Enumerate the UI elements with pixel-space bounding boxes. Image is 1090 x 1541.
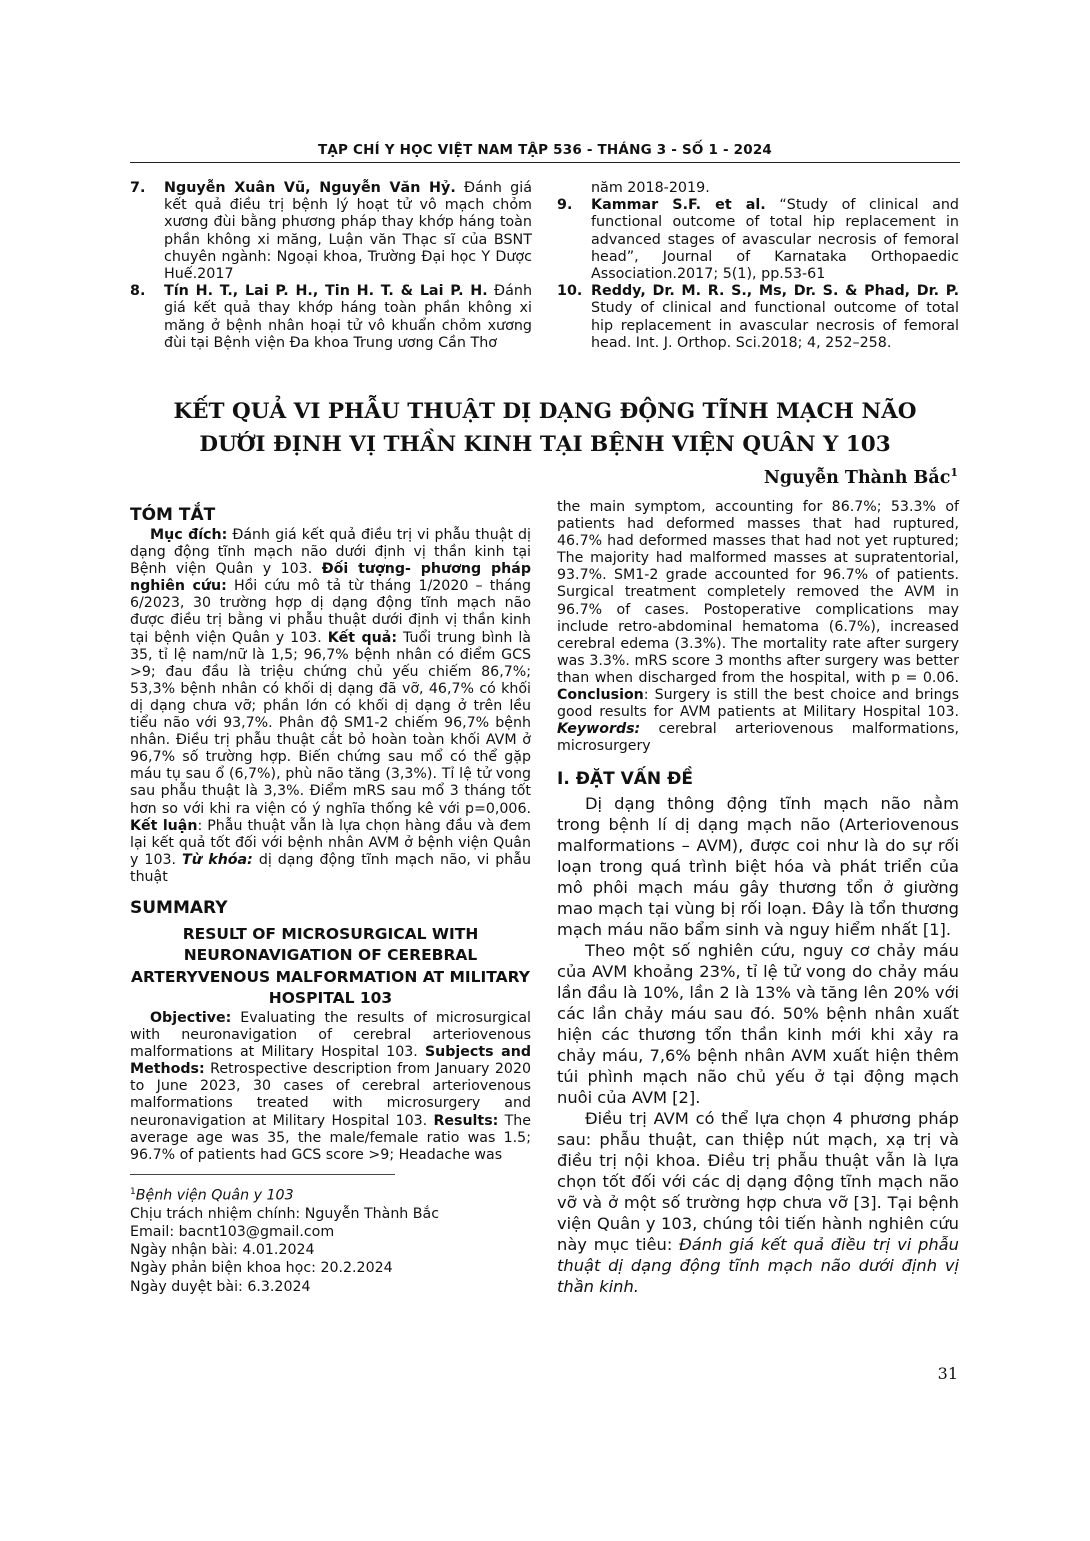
running-head: TẠP CHÍ Y HỌC VIỆT NAM TẬP 536 - THÁNG 3 - SỐ 1 - 2024 (317, 142, 773, 158)
abstract-text: Hồi cứu mô tả từ tháng 1/2020 – tháng 6/2023, 30 trường hợp dị dạng động tĩnh mạch não được điều trị bằng vi phẫu thuật dưới định vị thần kinh tại bệnh viện Quân y 103. (130, 578, 531, 646)
abstract-text: : Surgery is still the best choice and brings good results for AVM patients at Military Hospital 103. (557, 687, 959, 721)
footnote-email: Email: bacnt103@gmail.com (130, 1223, 335, 1240)
intro-heading: I. ĐẶT VẤN ĐỀ (557, 769, 693, 790)
abstract-label: Objective: (150, 1009, 232, 1026)
abstract-text: Tuổi trung bình là 35, tỉ lệ nam/nữ là 1,5; 96,7% bệnh nhân có điểm GCS >9; đau đầu là triệu chứng chủ yếu chiếm 86,7%; 53,3% bệnh nhân có khối dị dạng đã vỡ, 46,7% có khối dị dạng chưa vỡ; phần lớn có khối dị dạng ở trên lều tiểu não với 93,7%. Phân độ SM1-2 chiếm 96,7% bệnh nhân. Điều trị phẫu thuật cắt bỏ hoàn toàn khối AVM ở 96,7% số trường hợp. Biến chứng sau mổ có thể gặp máu tụ sau ổ (6,7%), phù não tăng (3,3%). Tỉ lệ tử vong sau phẫu thuật là 3,3%. Điểm mRS sau mổ 3 tháng tốt hơn so với khi ra viện có ý nghĩa thống kê với p=0,006. (130, 629, 531, 817)
footnote-corresponding: Chịu trách nhiệm chính: Nguyễn Thành Bắc (130, 1205, 440, 1222)
reference-number: 7. (130, 180, 146, 196)
abstract-label: Kết quả: (327, 629, 397, 646)
left-column (130, 503, 531, 1296)
abstract-text: Đánh giá kết quả điều trị vi phẫu thuật dị dạng động tĩnh mạch não dưới định vị thần kinh tại Bệnh viện Quân y 103. (130, 527, 531, 578)
abstract-text: Evaluating the results of microsurgical with neuronavigation of cerebral arteriovenous malformations at Military Hospital 103. (130, 1009, 531, 1061)
reference-text: “Study of clinical and functional outcome of total hip replacement in advanced stages of avascular necrosis of femoral head”, Journal of Karnataka Orthopaedic Association.2017; 5(1), pp.53-61 (591, 197, 959, 283)
abstract-text: the main symptom, accounting for 86.7%; 53.3% of patients had deformed masses that had ruptured, 46.7% had deformed masses that had not yet ruptured; The majority had malformed masses at supratentorial, 93.7%. SM1-2 grade accounted for 96.7% of patients. Surgical treatment completely removed the AVM in 96.7% of cases. Postoperative complications may include retro-abdominal hematoma (6.7%), increased cerebral edema (3.3%). The mortality rate after surgery was 3.3%. mRS score 3 months after surgery was better than when discharged from the hospital, with p = 0.06. (557, 499, 959, 686)
en-abstract-title: RESULT OF MICROSURGICAL WITH NEURONAVIGATION OF CEREBRAL ARTERYVENOUS MALFORMATION AT MILITARY HOSPITAL 103 (131, 924, 530, 1008)
abstract-label: Conclusion (557, 687, 644, 704)
reference-number: 8. (130, 283, 146, 300)
reference-authors: Tín H. T., Lai P. H., Tin H. T. & Lai P. H. (164, 283, 488, 300)
reference-text: Study of clinical and functional outcome of total hip replacement in avascular necrosis of femoral head. Int. J. Orthop. Sci.2018; 4, 252–258. (591, 300, 959, 351)
vn-abstract-heading: TÓM TẮT (130, 505, 216, 525)
vn-abstract-body (130, 527, 531, 886)
affiliation-text: Bệnh viện Quân y 103 (135, 1187, 294, 1204)
abstract-text: : Phẫu thuật vẫn là lựa chọn hàng đầu và đem lại kết quả tốt đối với bệnh nhân AVM ở bệnh viện Quân y 103. (130, 817, 531, 868)
abstract-text: cerebral arteriovenous malformations, microsurgery (557, 721, 959, 755)
intro-paragraph: Dị dạng thông động tĩnh mạch não nằm trong bệnh lí dị dạng mạch não (Arteriovenous malformations – AVM), được coi như là do sự rối loạn trong quá trình biệt hóa và phát triển của mô phôi mạch máu gây thương tổn ở giường mao mạch tại vùng bị rối loạn. Đây là tổn thương mạch máu não bẩm sinh và nguy hiểm nhất [1]. (557, 794, 959, 940)
page-number: 31 (937, 1364, 958, 1383)
intro-objective: Đánh giá kết quả điều trị vi phẫu thuật dị dạng động tĩnh mạch não dưới định vị thần kinh. (557, 1235, 959, 1297)
en-abstract-heading: SUMMARY (130, 897, 228, 918)
abstract-label: Từ khóa: (182, 851, 253, 868)
reference-continuation: năm 2018-2019. (591, 180, 710, 196)
reference-item (557, 283, 959, 352)
reference-authors: Kammar S.F. et al. (591, 197, 766, 214)
en-abstract-body (130, 1010, 531, 1164)
reference-authors: Reddy, Dr. M. R. S., Ms, Dr. S. & Phad, Dr. P. (591, 283, 959, 300)
footnote-received: Ngày nhận bài: 4.01.2024 (130, 1242, 315, 1259)
footnote-accepted: Ngày duyệt bài: 6.3.2024 (130, 1278, 311, 1295)
abstract-label: Kết luận (130, 817, 198, 834)
article-title-line: DƯỚI ĐỊNH VỊ THẦN KINH TẠI BỆNH VIỆN QUÂN Y 103 (199, 432, 891, 457)
right-column (557, 499, 959, 1297)
author-text: Nguyễn Thành Bắc (763, 467, 951, 488)
abstract-text: Retrospective description from January 2020 to June 2023, 30 cases of cerebral arteriovenous malformations treated with microsurgery and neuronavigation at Military Hospital 103. (130, 1061, 531, 1129)
abstract-label: Subjects and Methods: (130, 1044, 531, 1078)
footnote-affiliation (130, 1183, 531, 1205)
intro-text: Điều trị AVM có thể lựa chọn 4 phương pháp sau: phẫu thuật, can thiệp nút mạch, xạ trị và điều trị nội khoa. Điều trị phẫu thuật vẫn là lựa chọn tốt đối với các dị dạng động tĩnh mạch não vỡ và ở một số trường hợp chưa vỡ [3]. Tại bệnh viện Quân y 103, chúng tôi tiến hành nghiên cứu này mục tiêu: (557, 1109, 959, 1255)
abstract-label: Keywords: (557, 721, 641, 738)
footnote-reviewed: Ngày phản biện khoa học: 20.2.2024 (130, 1260, 393, 1277)
reference-item (130, 180, 532, 283)
abstract-label: Đối tượng- phương pháp nghiên cứu: (130, 561, 531, 595)
references-left-column (130, 180, 532, 352)
intro-paragraph (557, 1108, 959, 1297)
article-title (130, 395, 960, 461)
reference-item (557, 197, 959, 283)
abstract-label: Mục đích: (150, 527, 228, 543)
intro-paragraph: Theo một số nghiên cứu, nguy cơ chảy máu của AVM khoảng 23%, tỉ lệ tử vong do chảy máu lần đầu là 10%, lần 2 là 13% và tăng lên 20% với các lần chảy máu sau đó. 50% bệnh nhân xuất hiện các thương tổn thần kinh mới khi xảy ra chảy máu, 7,6% bệnh nhân AVM xuất hiện thêm túi phình mạch não chủ yếu ở tại động mạch nuôi của AVM [2]. (557, 941, 959, 1108)
abstract-text: The average age was 35, the male/female ratio was 1.5; 96.7% of patients had GCS score >9; Headache was (130, 1112, 531, 1163)
header-rule (130, 162, 960, 163)
author-affiliation-mark: 1 (950, 466, 958, 479)
reference-number: 10. (557, 283, 583, 300)
footnote-mark: 1 (130, 1186, 136, 1197)
author-name (764, 466, 958, 488)
reference-text: Đánh giá kết quả điều trị bệnh lý hoạt tử vô mạch chỏm xương đùi bằng phương pháp thay khớp háng toàn phần không xi măng, Luận văn Thạc sĩ của BSNT chuyên ngành: Ngoại khoa, Trường Đại học Y Dược Huế.2017 (164, 180, 532, 283)
abstract-text: dị dạng động tĩnh mạch não, vi phẫu thuật (130, 851, 531, 885)
article-title-line: KẾT QUẢ VI PHẪU THUẬT DỊ DẠNG ĐỘNG TĨNH MẠCH NÃO (173, 399, 917, 424)
reference-item (130, 283, 532, 352)
en-abstract-continued (557, 499, 959, 755)
reference-text: Đánh giá kết quả thay khớp háng toàn phần không xi măng ở bệnh nhân hoại tử vô khuẩn chỏm xương đùi tại Bệnh viện Đa khoa Trung ương Cần Thơ (164, 283, 532, 351)
abstract-label: Results: (433, 1112, 499, 1129)
reference-number: 9. (557, 197, 573, 214)
reference-authors: Nguyễn Xuân Vũ, Nguyễn Văn Hỷ. (164, 180, 456, 196)
references-right-column (557, 180, 959, 352)
footnote-rule (130, 1174, 395, 1175)
